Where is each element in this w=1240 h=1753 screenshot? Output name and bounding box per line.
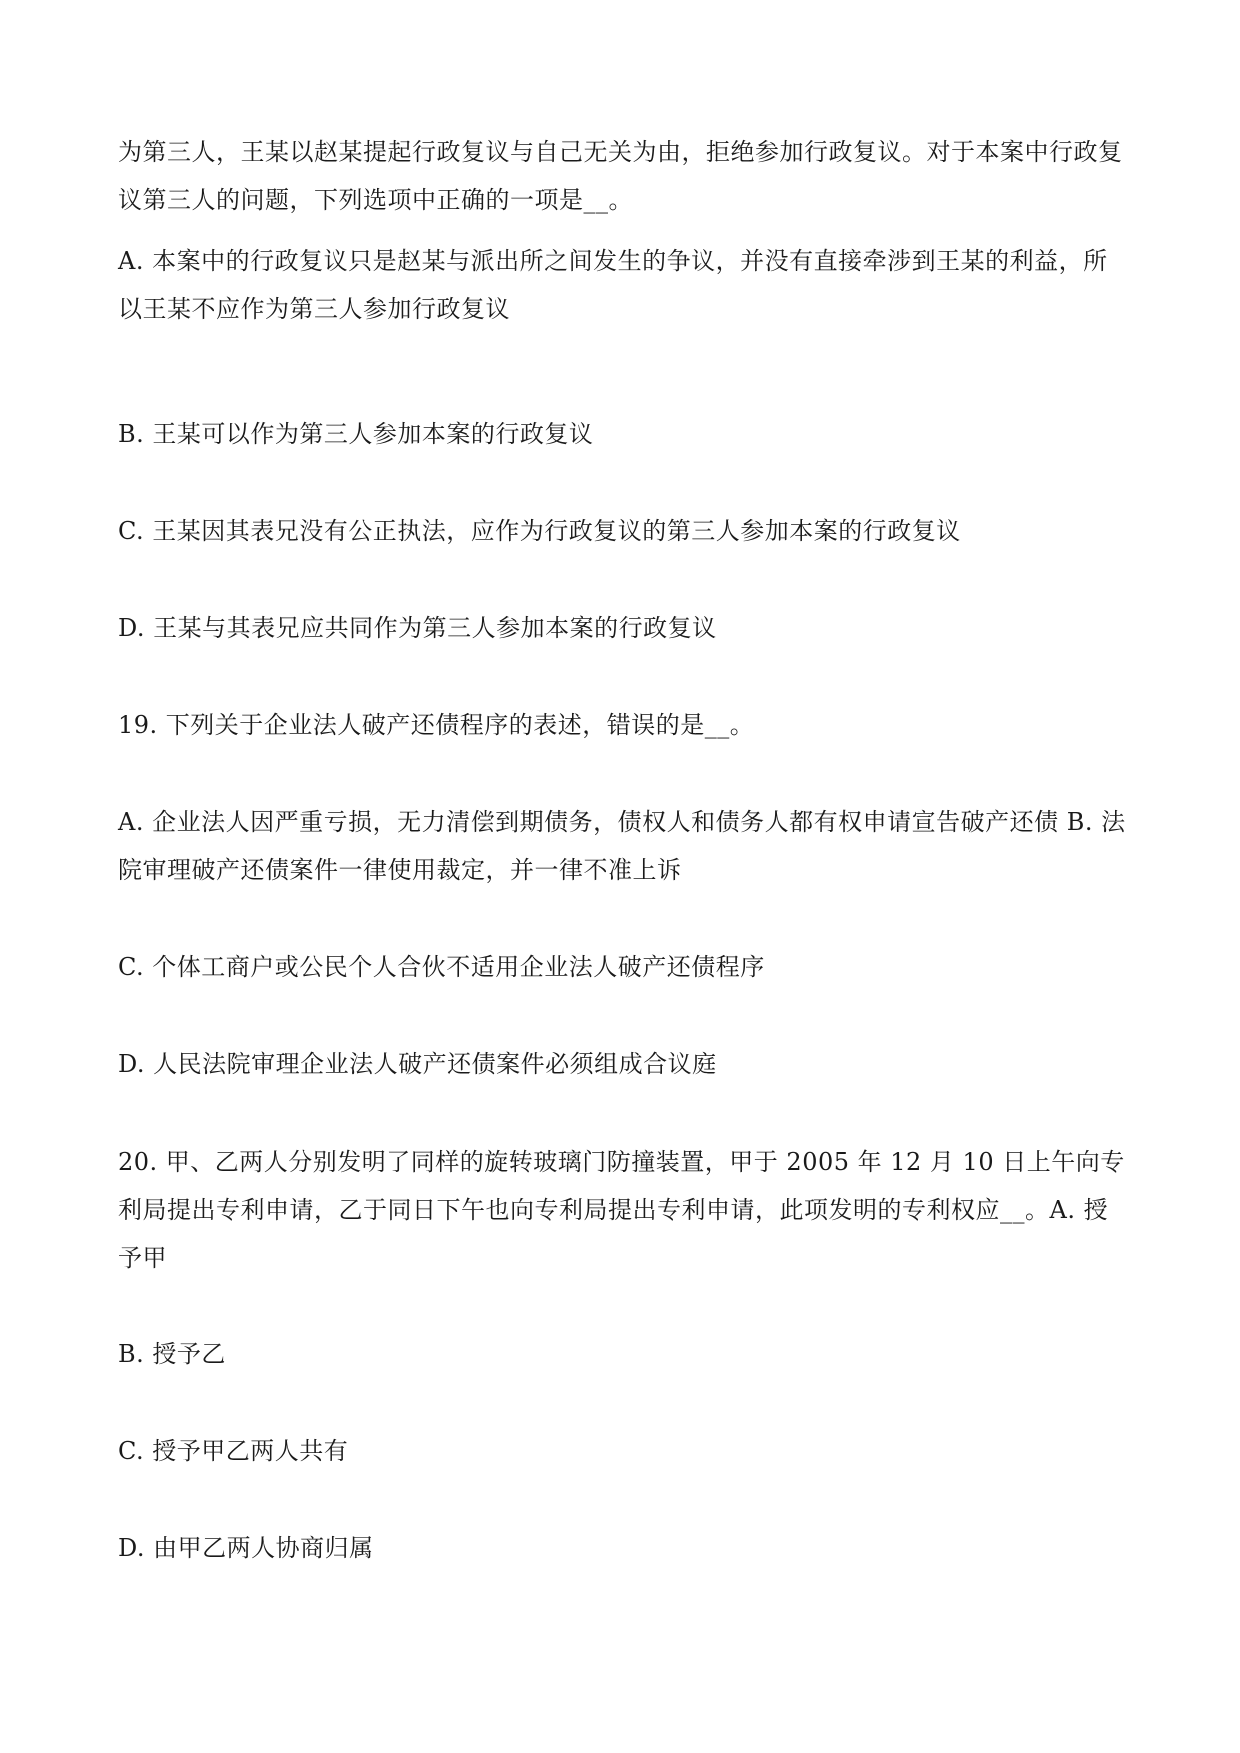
question-18-option-a: A. 本案中的行政复议只是赵某与派出所之间发生的争议，并没有直接牵涉到王某的利益，所以王某不应作为第三人参加行政复议 — [118, 247, 1108, 323]
question-20-option-c: C. 授予甲乙两人共有 — [118, 1437, 349, 1465]
question-19-option-c: C. 个体工商户或公民个人合伙不适用企业法人破产还债程序 — [118, 953, 765, 981]
question-20-option-b: B. 授予乙 — [118, 1340, 226, 1368]
question-18-stem-continuation: 为第三人，王某以赵某提起行政复议与自己无关为由，拒绝参加行政复议。对于本案中行政复议第三人的问题，下列选项中正确的一项是__。 — [118, 138, 1123, 214]
question-20-stem: 20. 甲、乙两人分别发明了同样的旋转玻璃门防撞装置，甲于 2005 年 12 月 10 日上午向专利局提出专利申请，乙于同日下午也向专利局提出专利申请，此项发明的专利权应__。A. 授予甲 — [118, 1148, 1125, 1272]
question-18-option-d: D. 王某与其表兄应共同作为第三人参加本案的行政复议 — [118, 614, 717, 642]
question-19-option-d: D. 人民法院审理企业法人破产还债案件必须组成合议庭 — [118, 1050, 717, 1078]
question-18-option-b: B. 王某可以作为第三人参加本案的行政复议 — [118, 420, 594, 448]
question-19-options-a-b: A. 企业法人因严重亏损，无力清偿到期债务，债权人和债务人都有权申请宣告破产还债 B. 法院审理破产还债案件一律使用裁定，并一律不准上诉 — [118, 808, 1126, 884]
question-18-option-c: C. 王某因其表兄没有公正执法，应作为行政复议的第三人参加本案的行政复议 — [118, 517, 961, 545]
question-20-option-d: D. 由甲乙两人协商归属 — [118, 1534, 374, 1562]
question-19-stem: 19. 下列关于企业法人破产还债程序的表述，错误的是__。 — [118, 711, 755, 739]
